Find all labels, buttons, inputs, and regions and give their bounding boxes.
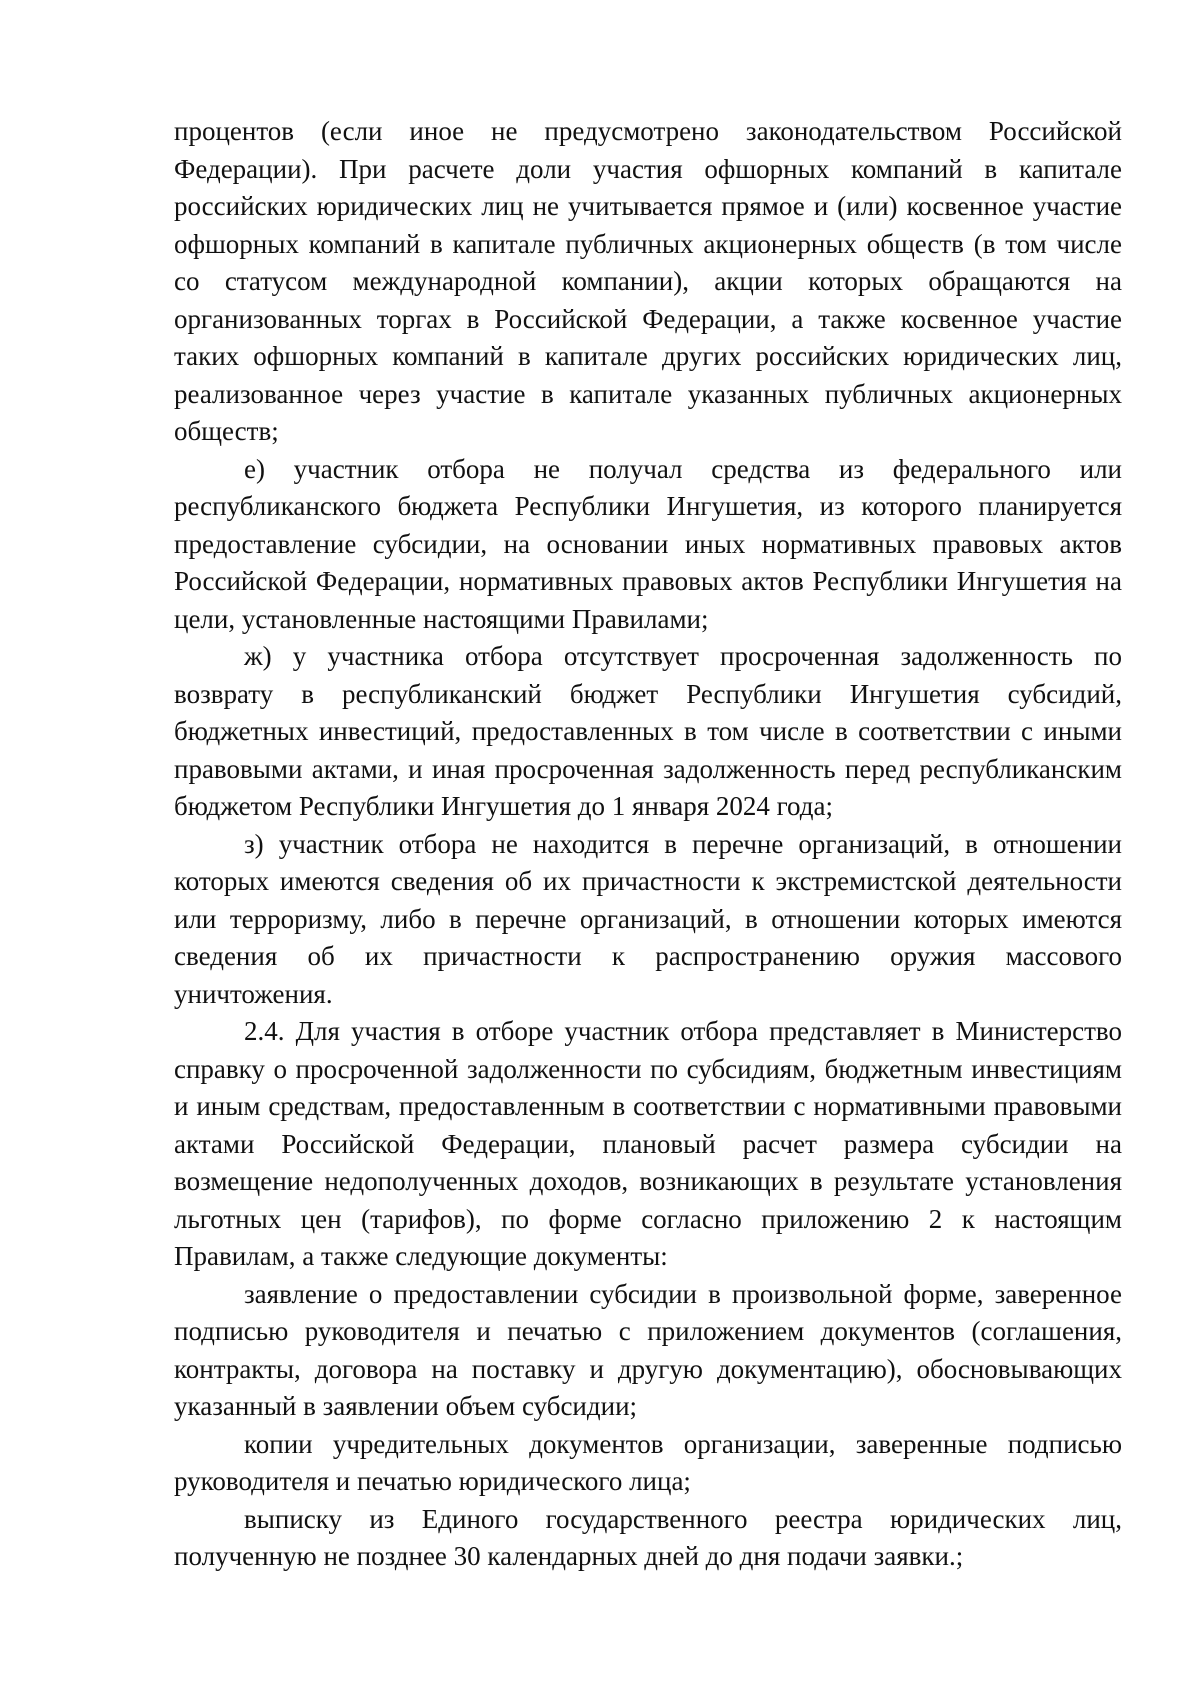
paragraph-item-z: з) участник отбора не находится в перечне организаций, в отношении которых имеются сведения об их причастности к экстремистской деятельности или терроризму, либо в перечне организаций, в отношении которых имеются сведения об их причастности к распространению оружия массового уничтожения.	[174, 828, 1122, 1009]
paragraph-founding-documents: копии учредительных документов организации, заверенные подписью руководителя и печатью юридического лица;	[174, 1428, 1122, 1496]
paragraph-item-zh: ж) у участника отбора отсутствует просроченная задолженность по возврату в республиканский бюджет Республики Ингушетия субсидий, бюджетных инвестиций, предоставленных в том числе в соответствии с иными правовыми актами, и иная просроченная задолженность перед республиканским бюджетом Республики Ингушетия до 1 января 2024 года;	[174, 641, 1122, 821]
paragraph-continuation: процентов (если иное не предусмотрено законодательством Российской Федерации). При расчете доли участия офшорных компаний в капитале российских юридических лиц не учитывается прямое и (или) косвенное участие офшорных компаний в капитале публичных акционерных обществ (в том числе со статусом международной компании), акции которых обращаются на организованных торгах в Российской Федерации, а также косвенное участие таких офшорных компаний в капитале других российских юридических лиц, реализованное через участие в капитале указанных публичных акционерных обществ;	[174, 116, 1122, 446]
paragraph-section-2-4: 2.4. Для участия в отборе участник отбора представляет в Министерство справку о просроченной задолженности по субсидиям, бюджетным инвестициям и иным средствам, предоставленным в соответствии с нормативными правовыми актами Российской Федерации, плановый расчет размера субсидии на возмещение недополученных доходов, возникающих в результате установления льготных цен (тарифов), по форме согласно приложению 2 к настоящим Правилам, а также следующие документы:	[174, 1016, 1122, 1271]
paragraph-application: заявление о предоставлении субсидии в произвольной форме, заверенное подписью руководителя и печатью с приложением документов (соглашения, контракты, договора на поставку и другую документацию), обосновывающих указанный в заявлении объем субсидии;	[174, 1278, 1122, 1421]
paragraph-item-e: е) участник отбора не получал средства из федерального или республиканского бюджета Республики Ингушетия, из которого планируется предоставление субсидии, на основании иных нормативных правовых актов Российской Федерации, нормативных правовых актов Республики Ингушетия на цели, установленные настоящими Правилами;	[174, 453, 1122, 634]
paragraph-registry-extract: выписку из Единого государственного реестра юридических лиц, полученную не позднее 30 календарных дней до дня подачи заявки.;	[174, 1503, 1122, 1571]
document-body	[174, 113, 1122, 1576]
